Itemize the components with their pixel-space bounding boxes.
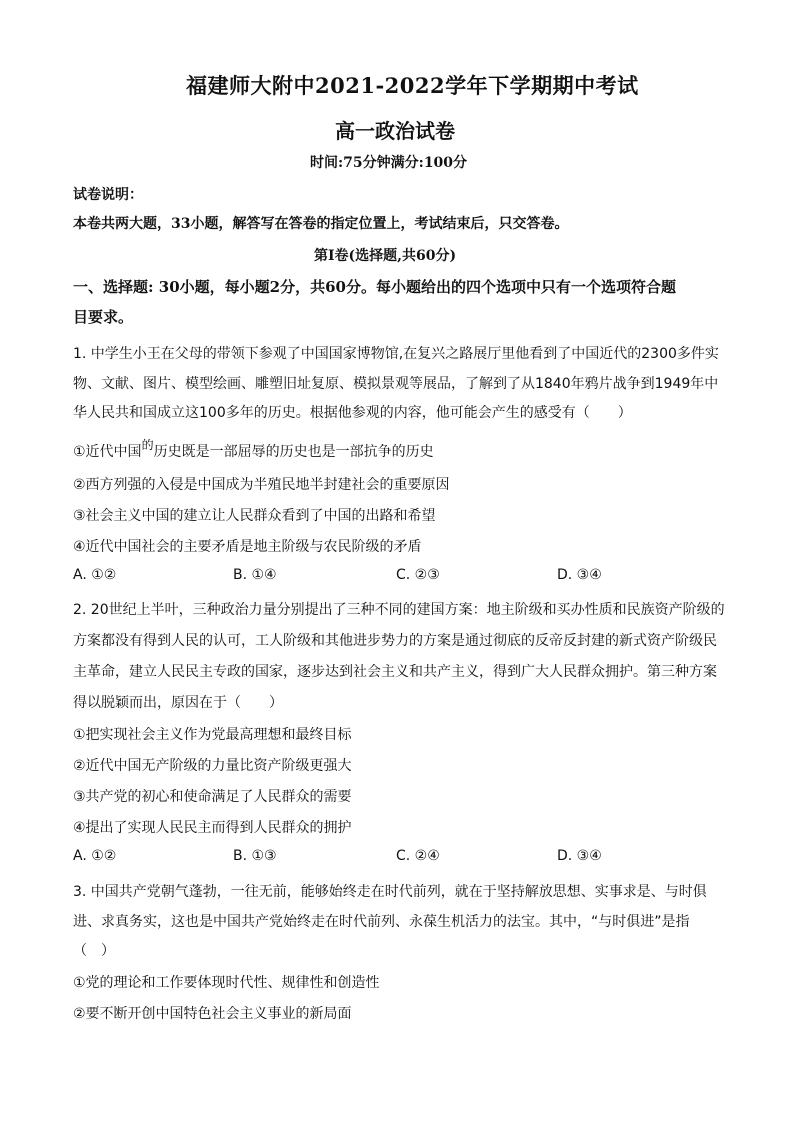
q3-item-1: ①党的理论和工作要体现时代性、规律性和创造性 [73, 975, 380, 991]
q1-option-d: D. ③④ [557, 567, 602, 583]
instructions-text: 本卷共两大题，33小题，解答写在答卷的指定位置上，考试结束后，只交答卷。 [73, 216, 569, 232]
q1-item-1-rest: 历史既是一部屈辱的历史也是一部抗争的历史 [153, 444, 434, 460]
q2-option-b: B. ①③ [233, 848, 277, 864]
q1-item-3: ③社会主义中国的建立让人民群众看到了中国的出路和希望 [73, 508, 436, 524]
instructions-label: 试卷说明： [73, 187, 143, 203]
q2-stem-line2: 方案都没有得到人民的认可，工人阶级和其他进步势力的方案是通过彻底的反帝反封建的新式资产阶级民 [73, 633, 717, 649]
q2-item-4: ④提出了实现人民民主而得到人民群众的拥护 [73, 820, 352, 836]
q1-item-1-lead: ①近代中国 [73, 444, 142, 460]
section-instruction-line1: 一、选择题: 30小题，每小题2分，共60分。每小题给出的四个选项中只有一个选项符合题 [73, 278, 676, 296]
exam-title: 福建师大附中2021-2022学年下学期期中考试 [186, 73, 639, 98]
q2-option-a: A. ①② [73, 848, 117, 864]
q2-stem-line1: 2. 20世纪上半叶，三种政治力量分别提出了三种不同的建国方案：地主阶级和买办性质和民族资产阶级的 [73, 602, 725, 618]
q1-item-1-sup: 的 [141, 438, 154, 452]
exam-subtitle: 高一政治试卷 [335, 119, 455, 143]
q2-stem-line4: 得以脱颖而出，原因在于（ ） [73, 695, 283, 711]
q2-option-d: D. ③④ [557, 848, 602, 864]
section-instruction-line2: 目要求。 [73, 308, 134, 326]
q1-stem-line1: 1. 中学生小王在父母的带领下参观了中国国家博物馆,在复兴之路展厅里他看到了中国近代的2300多件实 [73, 346, 719, 362]
q1-item-2: ②西方列强的入侵是中国成为半殖民地半封建社会的重要原因 [73, 477, 450, 493]
q1-option-b: B. ①④ [233, 567, 277, 583]
q3-stem-line2: 进、求真务实，这也是中国共产党始终走在时代前列、永葆生机活力的法宝。其中，“与时俱进”是指 [73, 914, 690, 930]
q3-stem-line1: 3. 中国共产党朝气蓬勃，一往无前，能够始终走在时代前列，就在于坚持解放思想、实事求是、与时俱 [73, 884, 707, 900]
q3-item-2: ②要不断开创中国特色社会主义事业的新局面 [73, 1006, 352, 1022]
q2-item-1: ①把实现社会主义作为党最高理想和最终目标 [73, 727, 352, 743]
q1-stem-line3: 华人民共和国成立这100多年的历史。根据他参观的内容，他可能会产生的感受有（ ） [73, 405, 632, 421]
q1-option-c: C. ②③ [396, 567, 440, 583]
q2-item-2: ②近代中国无产阶级的力量比资产阶级更强大 [73, 758, 352, 774]
q2-option-c: C. ②④ [396, 848, 440, 864]
q2-item-3: ③共产党的初心和使命满足了人民群众的需要 [73, 789, 352, 805]
q1-item-4: ④近代中国社会的主要矛盾是地主阶级与农民阶级的矛盾 [73, 539, 422, 555]
q1-item-1 [73, 438, 434, 461]
time-score: 时间:75分钟满分:100分 [310, 155, 468, 171]
q2-stem-line3: 主革命，建立人民民主专政的国家，逐步达到社会主义和共产主义，得到广大人民群众拥护。第三种方案 [73, 664, 717, 680]
q3-stem-line3: （ ） [73, 943, 115, 959]
part1-heading: 第Ⅰ卷(选择题,共60分) [314, 248, 457, 264]
q1-option-a: A. ①② [73, 567, 117, 583]
q1-stem-line2: 物、文献、图片、模型绘画、雕塑旧址复原、模拟景观等展品，了解到了从1840年鸦片战争到1949年中 [73, 376, 719, 392]
